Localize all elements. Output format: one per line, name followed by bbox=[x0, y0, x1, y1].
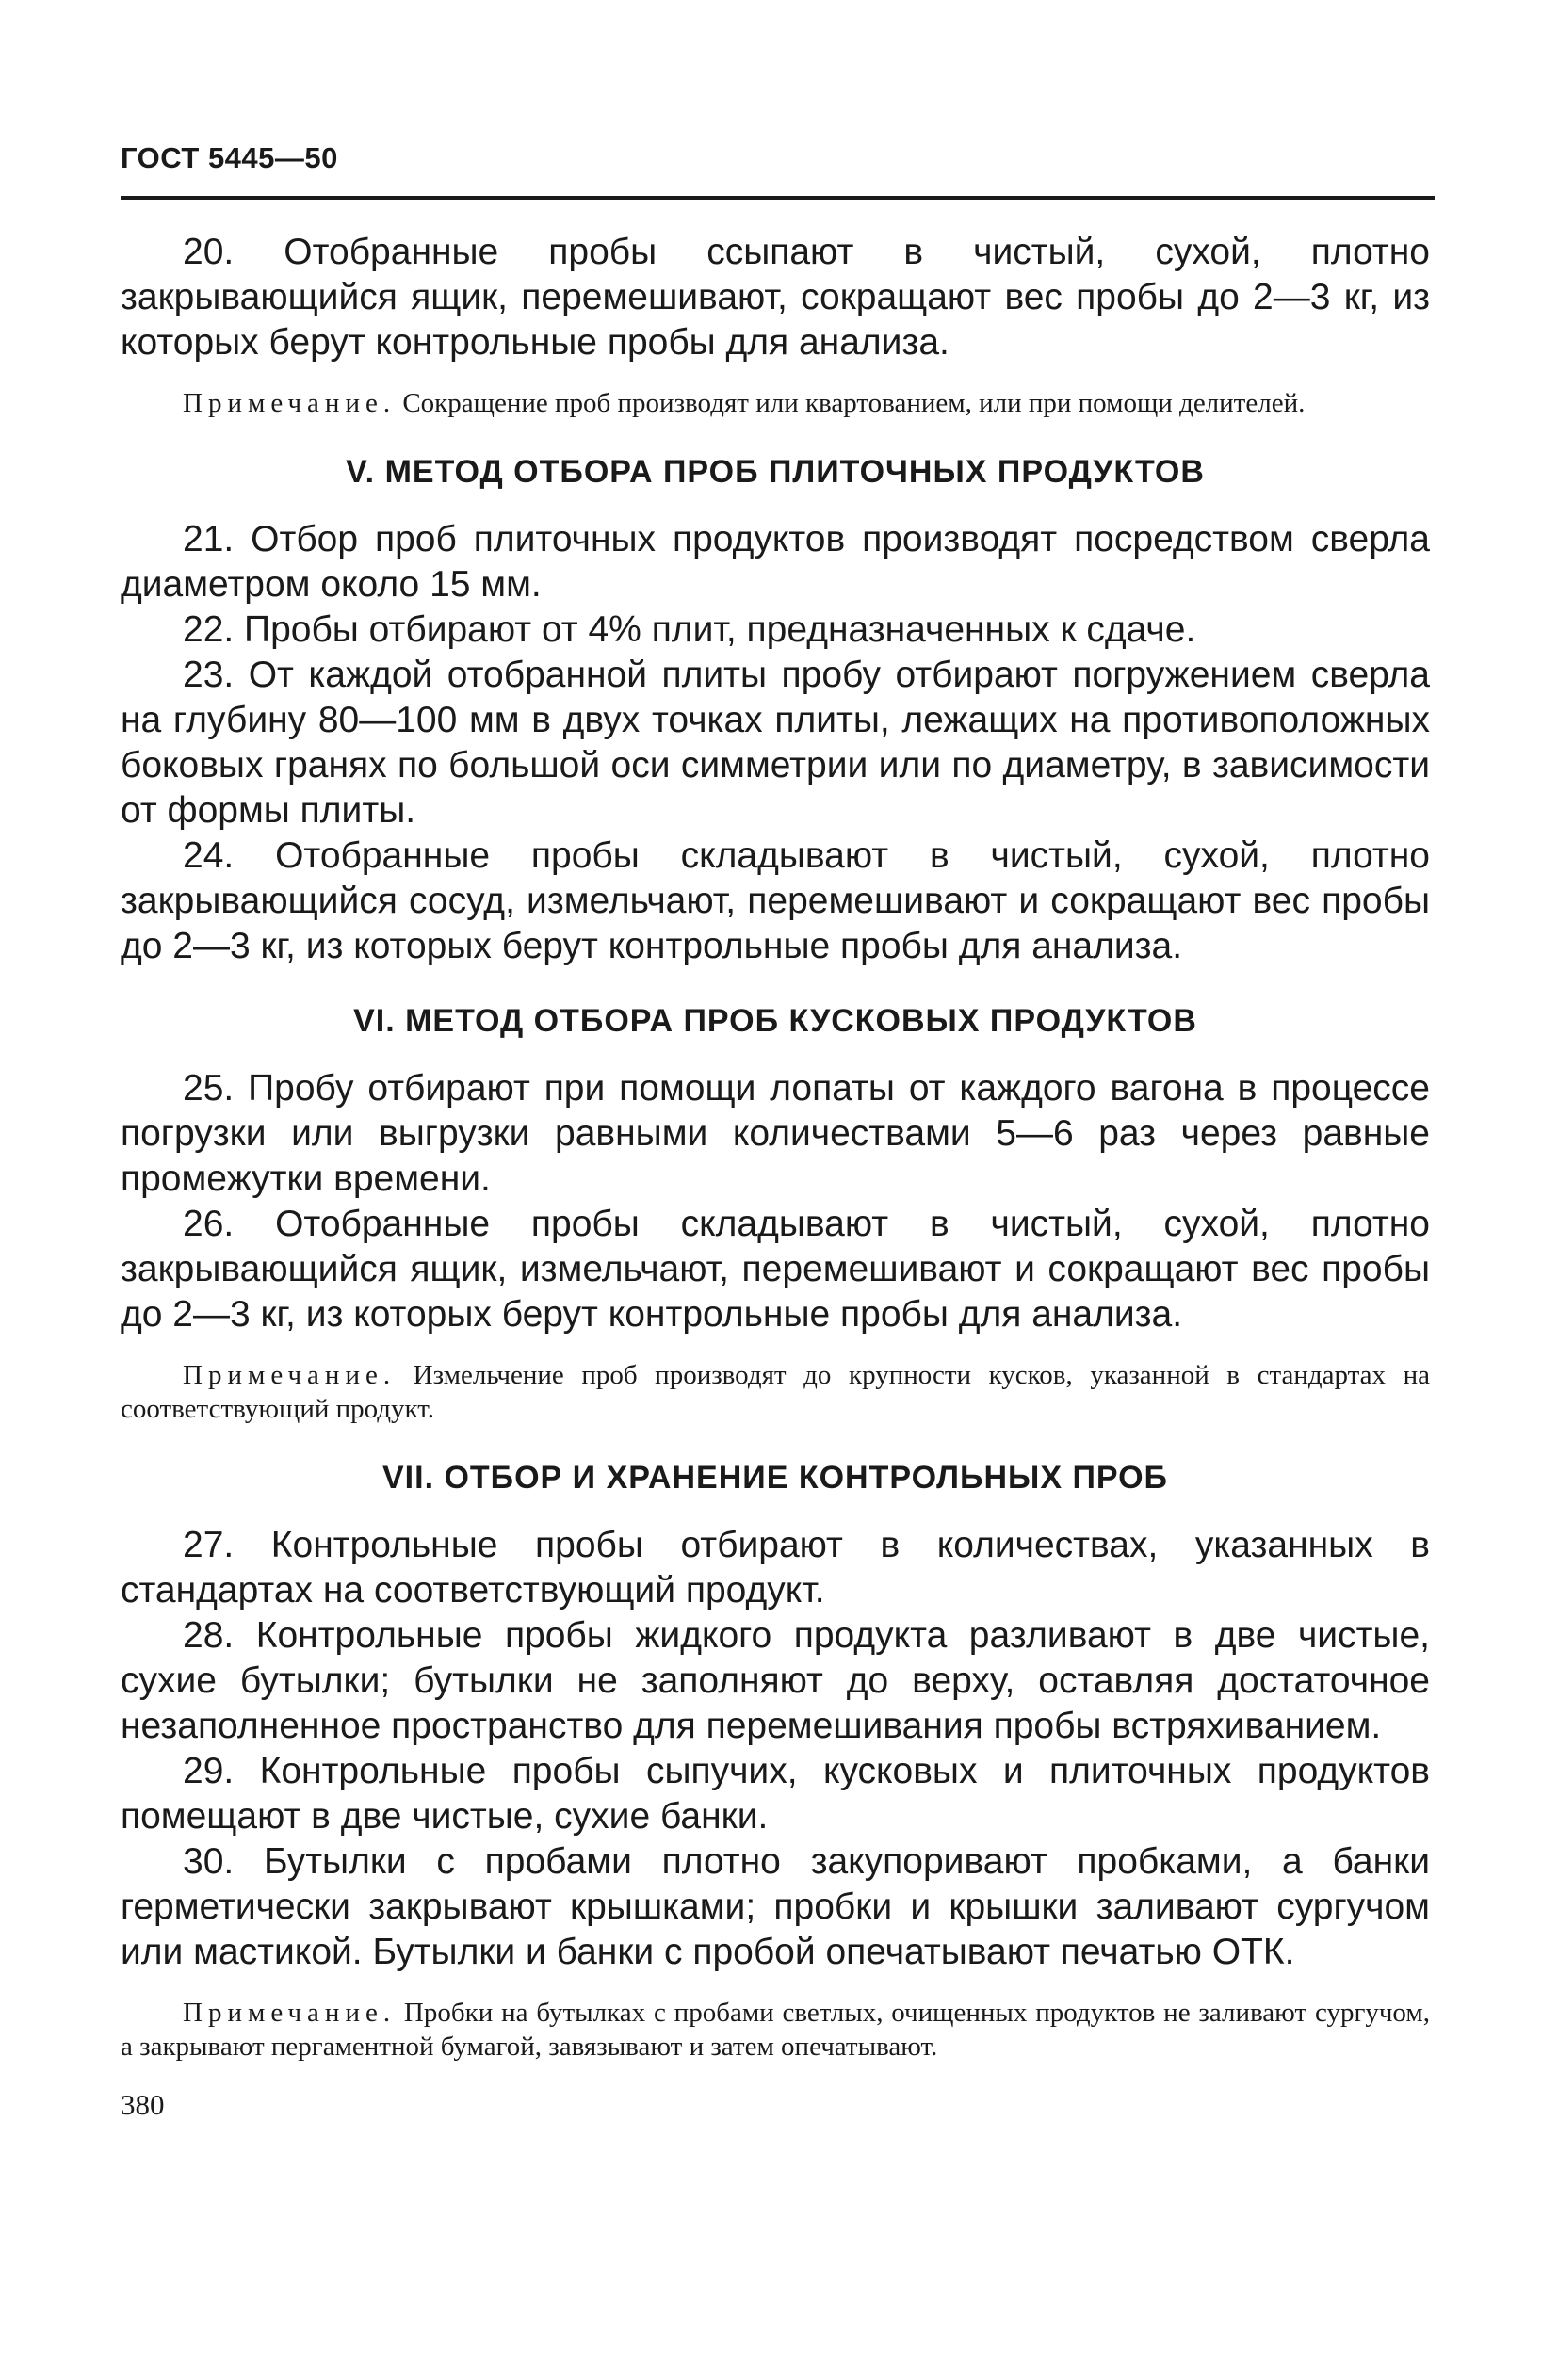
note-label: Примечание. bbox=[183, 1360, 397, 1390]
note-2 bbox=[121, 1358, 1430, 1426]
note-text: Сокращение проб производят или квартованием, или при помощи делителей. bbox=[396, 388, 1306, 418]
running-head: ГОСТ 5445—50 bbox=[121, 141, 338, 174]
note-label: Примечание. bbox=[183, 388, 397, 418]
section-heading-v: V. МЕТОД ОТБОРА ПРОБ ПЛИТОЧНЫХ ПРОДУКТОВ bbox=[346, 454, 1205, 490]
paragraph-20: 20. Отобранные пробы ссыпают в чистый, сухой, плотно закрывающийся ящик, перемешивают, сокращают вес пробы до 2—3 кг, из которых берут контрольные пробы для анализа. bbox=[121, 232, 1430, 363]
note-1 bbox=[121, 386, 1430, 420]
note-3 bbox=[121, 1996, 1430, 2064]
paragraph-24: 24. Отобранные пробы складывают в чистый, сухой, плотно закрывающийся сосуд, измельчают, перемешивают и сокращают вес пробы до 2—3 кг, из которых берут контрольные пробы для анализа. bbox=[121, 835, 1430, 966]
paragraph-28: 28. Контрольные пробы жидкого продукта разливают в две чистые, сухие бутылки; бутылки не заполняют до верху, оставляя достаточное незаполненное пространство для перемешивания пробы встряхиванием. bbox=[121, 1615, 1430, 1746]
header-rule bbox=[121, 196, 1435, 200]
note-text: Измельчение проб производят до крупности кусков, указанной в стандартах на соответствующий продукт. bbox=[121, 1360, 1430, 1424]
note-label: Примечание. bbox=[183, 1998, 397, 2028]
paragraph-26: 26. Отобранные пробы складывают в чистый, сухой, плотно закрывающийся ящик, измельчают, перемешивают и сокращают вес пробы до 2—3 кг, из которых берут контрольные пробы для анализа. bbox=[121, 1204, 1430, 1335]
section-heading-vii: VII. ОТБОР И ХРАНЕНИЕ КОНТРОЛЬНЫХ ПРОБ bbox=[382, 1460, 1168, 1496]
note-text: Пробки на бутылках с пробами светлых, очищенных продуктов не заливают сургучом, а закрывают пергаментной бумагой, завязывают и затем опечатывают. bbox=[121, 1998, 1430, 2062]
paragraph-22: 22. Пробы отбирают от 4% плит, предназначенных к сдаче. bbox=[183, 609, 1196, 650]
paragraph-27: 27. Контрольные пробы отбирают в количествах, указанных в стандартах на соответствующий продукт. bbox=[121, 1525, 1430, 1611]
paragraph-29: 29. Контрольные пробы сыпучих, кусковых и плиточных продуктов помещают в две чистые, сухие банки. bbox=[121, 1751, 1430, 1837]
paragraph-23: 23. От каждой отобранной плиты пробу отбирают погружением сверла на глубину 80—100 мм в двух точках плиты, лежащих на противоположных боковых гранях по большой оси симметрии или по диаметру, в зависимости от формы плиты. bbox=[121, 655, 1430, 831]
section-heading-vi: VI. МЕТОД ОТБОРА ПРОБ КУСКОВЫХ ПРОДУКТОВ bbox=[353, 1003, 1197, 1039]
paragraph-30: 30. Бутылки с пробами плотно закупоривают пробками, а банки герметически закрывают крышками; пробки и крышки заливают сургучом или мастикой. Бутылки и банки с пробой опечатывают печатью ОТК. bbox=[121, 1841, 1430, 1972]
paragraph-21: 21. Отбор проб плиточных продуктов производят посредством сверла диаметром около 15 мм. bbox=[121, 519, 1430, 605]
paragraph-25: 25. Пробу отбирают при помощи лопаты от каждого вагона в процессе погрузки или выгрузки равными количествами 5—6 раз через равные промежутки времени. bbox=[121, 1068, 1430, 1199]
document-page bbox=[121, 141, 1430, 2122]
page-number: 380 bbox=[121, 2088, 165, 2121]
